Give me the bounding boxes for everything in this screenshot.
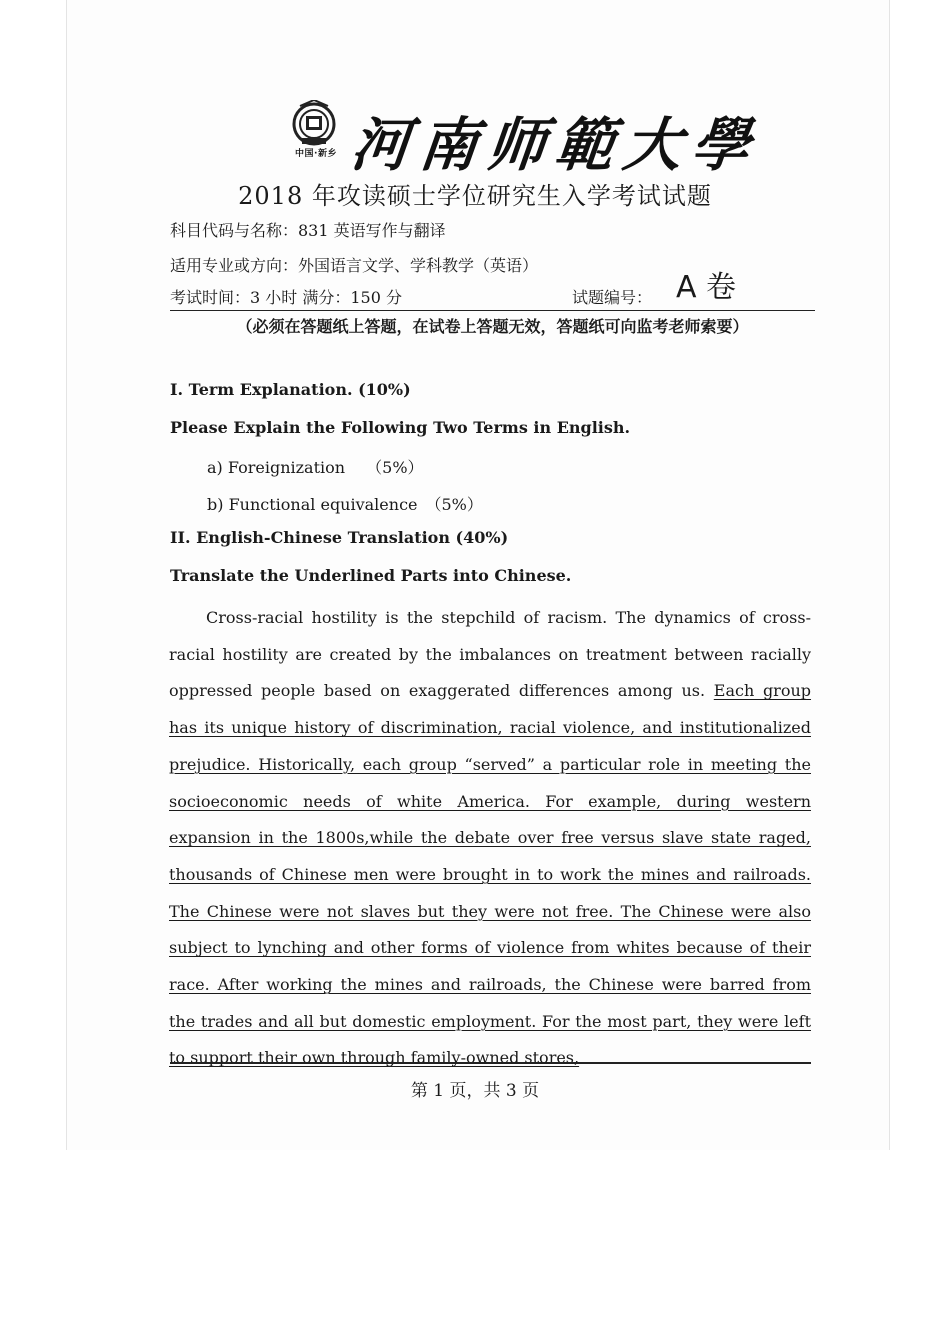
footer-divider	[170, 1062, 811, 1064]
section2-instruction: Translate the Underlined Parts into Chinese.	[170, 566, 572, 585]
exam-title: 2018 年攻读硕士学位研究生入学考试试题	[238, 182, 712, 210]
passage-plain-text: Cross-racial hostility is the stepchild of racism. The dynamics of cross-racial hostility are created by the imbalances on treatment between racially oppressed people based on exaggerated differences among us.	[169, 608, 811, 701]
emblem-caption: 中国·新乡	[295, 149, 337, 159]
section1-instruction: Please Explain the Following Two Terms in English.	[170, 418, 631, 437]
term-item-b: b) Functional equivalence （5%）	[207, 495, 483, 514]
page-info: 第 1 页，共 3 页	[410, 1081, 540, 1101]
university-header	[290, 100, 764, 179]
term-item-a: a) Foreignization （5%）	[207, 458, 424, 477]
subject-info: 科目代码与名称：831 英语写作与翻译	[170, 221, 446, 240]
answer-notice: （必须在答题纸上答题，在试卷上答题无效，答题纸可向监考老师索要）	[236, 317, 749, 336]
university-name: 河南师範大學	[347, 111, 764, 179]
paper-number-label: 试题编号：	[572, 288, 653, 307]
section1-heading: I. Term Explanation. (10%)	[170, 380, 411, 399]
header-divider	[170, 310, 815, 311]
passage-underlined-text: Each group has its unique history of discrimination, racial violence, and institutionalized prejudice. Historically, each group “served” a particular role in meeting the socioeconomic needs of white America. For example, during western expansion in the 1800s,while the debate over free versus slave state raged, thousands of Chinese men were brought in to work the mines and railroads. The Chinese were not slaves but they were not free. The Chinese were also subject to lynching and other forms of violence from whites because of their race. After working the mines and railroads, the Chinese were barred from the trades and all but domestic employment. For the most part, they were left to support their own through family-owned stores,	[169, 681, 812, 1068]
section2-heading: II. English-Chinese Translation (40%)	[170, 528, 509, 547]
major-info: 适用专业或方向：外国语言文学、学科教学（英语）	[170, 256, 539, 275]
volume-mark: A 卷	[676, 270, 737, 305]
translation-passage	[169, 600, 811, 1077]
time-score-info: 考试时间：3 小时 满分：150 分	[170, 288, 402, 307]
